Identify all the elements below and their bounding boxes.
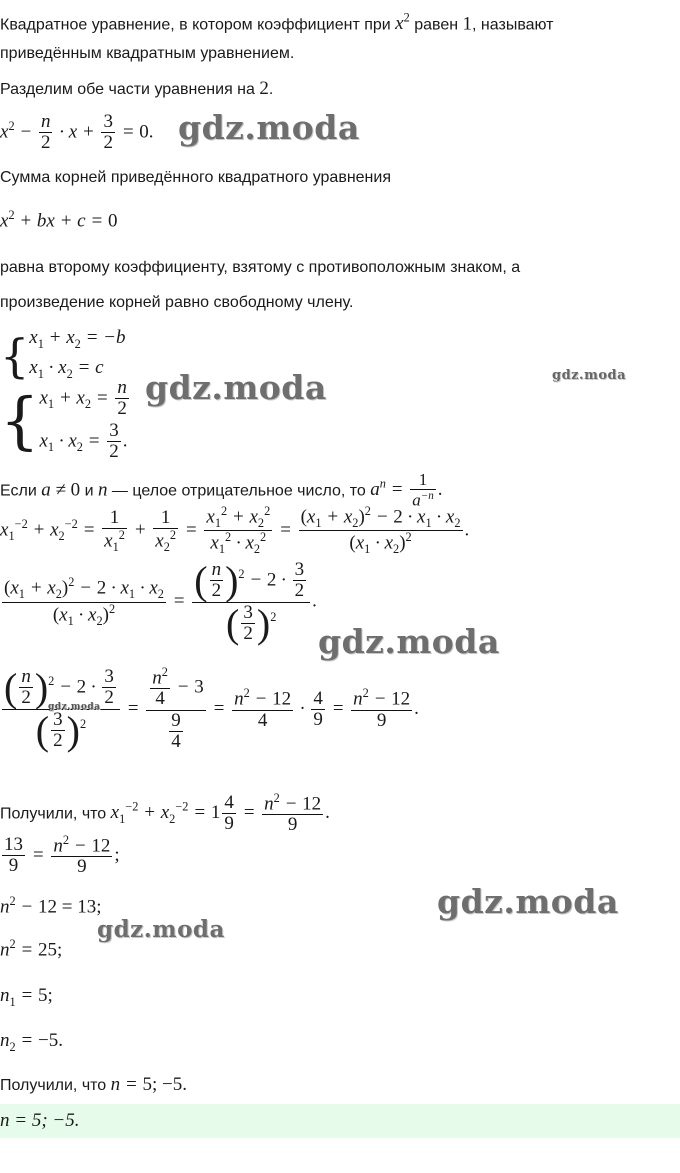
answer-box — [0, 1104, 680, 1138]
if-text-b: — целое отрицательное число, то — [107, 482, 371, 500]
watermark-logo: gdz.moda — [437, 882, 619, 921]
sum-line: Сумма корней приведённого квадратного уравнения — [0, 169, 391, 186]
got-line: Получили, что $x_1^{-2} + x_2^{-2} = 1$ $\frac{4}{9}$ = $\frac{n^2 - 12}{9}$ . — [0, 790, 330, 836]
watermark-logo: gdz.moda — [318, 622, 500, 661]
got-line-2: Получили, что n = 5; −5. — [0, 1074, 187, 1095]
root-n1: $n_1 = 5$; — [0, 985, 53, 1009]
vieta-system: { $x_1 + x_2 = -b$ $x_1 \cdot x_2 = c$ — [0, 327, 126, 383]
general-equation: $x^2$ + bx + c = 0 — [0, 208, 118, 232]
if-line: Если a ≠ 0 и n — целое отрицательное число, то $a^n$ = $\frac{1}{a^{-n}}$ . — [0, 470, 443, 510]
watermark-logo: gdz.moda — [145, 368, 327, 407]
if-text-a: Если — [0, 482, 42, 500]
got2-text: Получили, что — [0, 1077, 111, 1094]
reciprocal-squares-equation: $x_1^{-2} + x_2^{-2}$ = $\frac{1}{x_1^2}$ + $\frac{1}{x_2^2}$ = $\frac{x_1^2 + x_2^2}{x_1^2 \cdot x_2^2}$ = $\frac{(x_1 + x_2)^2 - 2 \cdot x_1 \cdot x_2}{(x_1 \cdot x_2)^2}$ . — [0, 504, 470, 557]
simplification-equation: ( $\frac{n}{2}$ )$^2$ − 2 · $\frac{3}{2}$ ( $\frac{3}{2}$ )$^2$ = $\frac{n^2}{4}$ − 3 $\frac{9}{4}$ = $\frac{n^2 - 12}{4}$ · $\frac{4}{9}$ = $\frac{n^2 - 12}{9}$ . — [4, 665, 419, 753]
intro-text-a: Квадратное уравнение, в котором коэффициент при — [0, 16, 396, 34]
intro-text-c: , называют — [472, 16, 554, 34]
divide-two: 2 — [259, 78, 269, 99]
equal-line-2: произведение корней равно свободному члену. — [0, 294, 354, 311]
reduced-equation: $x^2$ − $\frac{n}{2}$ · x + $\frac{3}{2}$ = 0. — [0, 111, 154, 153]
final-answer: n = 5; −5. — [0, 1110, 80, 1131]
watermark-tiny: gdz.moda — [48, 702, 101, 712]
intro-one: 1 — [462, 13, 473, 35]
divide-line — [0, 79, 273, 100]
intro-line-2: приведённым квадратным уравнением. — [0, 45, 295, 62]
substitution-equation: $\frac{(x_1 + x_2)^2 - 2 \cdot x_1 \cdot x_2}{(x_1 \cdot x_2)^2}$ = ( $\frac{n}{2}$ )$^2$ − 2 · $\frac{3}{2}$ ( $\frac{3}{2}$ )$^2$ . — [4, 557, 317, 646]
math-x-squared: $x^2$ — [395, 11, 410, 35]
got-text: Получили, что — [0, 805, 111, 823]
watermark-logo: gdz.moda — [178, 108, 360, 147]
root-n2: $n_2 = -5$. — [0, 1030, 63, 1054]
if-text-and: и — [80, 482, 98, 500]
divide-text: Разделим обе части уравнения на — [0, 81, 260, 98]
divide-period: . — [268, 81, 274, 98]
intro-line-1 — [0, 8, 554, 35]
equal-line-1: равна второму коэффициенту, взятому с противоположным знаком, а — [0, 259, 521, 276]
equation-13-9: $\frac{13}{9}$ = $\frac{n^2 - 12}{9}$ ; — [4, 833, 120, 878]
equation-n2-minus-12: $n^2 - 12 = 13$; — [0, 894, 102, 918]
watermark-small: gdz.moda — [552, 368, 627, 383]
watermark-logo: gdz.moda — [97, 916, 225, 943]
equation-n2-25: $n^2 = 25$; — [0, 937, 63, 961]
intro-text-b: равен — [409, 16, 463, 34]
vieta-system-substituted: { $x_1 + x_2$ = $\frac{n}{2}$ $x_1 \cdot x_2$ = $\frac{3}{2}$ . — [0, 377, 128, 463]
